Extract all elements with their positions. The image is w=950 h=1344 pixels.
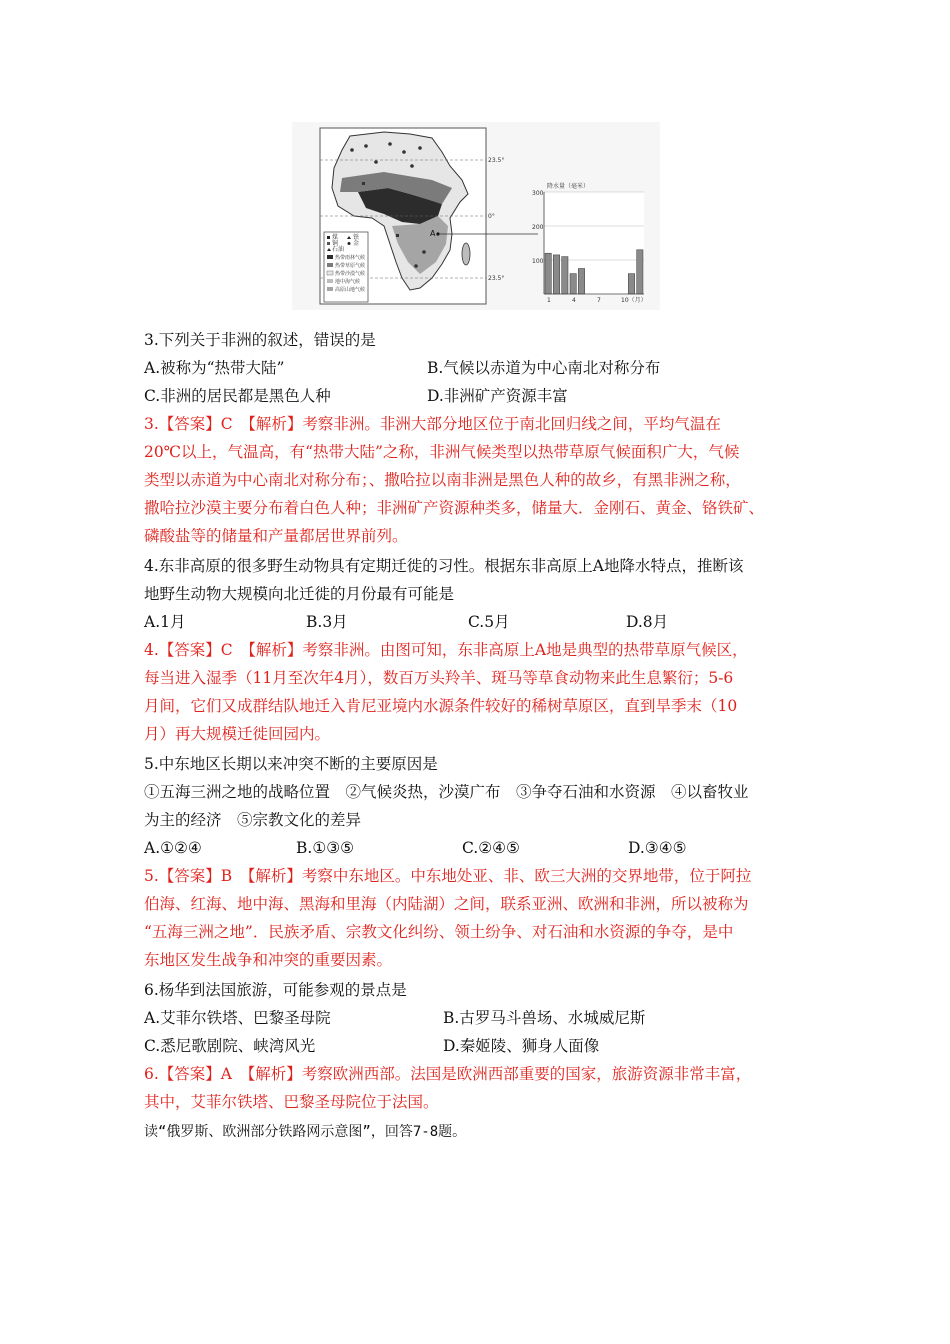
legend-coal-icon bbox=[327, 236, 330, 239]
precip-chart bbox=[532, 182, 647, 304]
q5-option-b: B.①③⑤ bbox=[296, 839, 355, 857]
q6-option-c: C.悉尼歌剧院、峡湾风光 bbox=[144, 1037, 316, 1055]
legend-copper: 铜 bbox=[332, 240, 339, 247]
q4-stem-line-2: 地野生动物大规模向北迁徙的月份最有可能是 bbox=[144, 585, 455, 603]
q3-option-a: A.被称为“热带大陆” bbox=[144, 359, 285, 377]
q3-answer-line-1: 3.【答案】C 【解析】考察非洲。非洲大部分地区位于南北回归线之间，平均气温在 bbox=[144, 415, 721, 433]
q4-answer-line-3: 月间，它们又成群结队地迁入肯尼亚境内水源条件较好的稀树草原区，直到旱季末（10 bbox=[144, 697, 738, 715]
precip-bar-month-1 bbox=[545, 253, 551, 294]
q4-stem-line-1: 4.东非高原的很多野生动物具有定期迁徙的习性。根据东非高原上A地降水特点，推断该 bbox=[144, 557, 744, 575]
precip-bar-month-4 bbox=[570, 274, 576, 294]
q5-option-a: A.①②④ bbox=[144, 839, 202, 857]
legend-zone-1: 热带雨林气候 bbox=[335, 255, 366, 261]
q6-option-b: B.古罗马斗兽场、水城威尼斯 bbox=[443, 1009, 646, 1027]
q6-answer-line-1: 6.【答案】A 【解析】考察欧洲西部。法国是欧洲西部重要的国家，旅游资源非常丰富， bbox=[144, 1065, 752, 1083]
precip-bar-month-5 bbox=[578, 269, 584, 295]
legend-gold-icon bbox=[348, 242, 351, 245]
q5-stem: 5.中东地区长期以来冲突不断的主要原因是 bbox=[144, 755, 438, 773]
legend-gold: 金 bbox=[353, 240, 360, 247]
q4-option-c: C.5月 bbox=[468, 613, 510, 631]
q3-answer-line-5: 磷酸盐等的储量和产量都居世界前列。 bbox=[144, 527, 408, 545]
q6-stem: 6.杨华到法国旅游，可能参观的景点是 bbox=[144, 981, 407, 999]
x-tick-7: 7 bbox=[597, 297, 601, 304]
precip-bar-month-2 bbox=[553, 255, 559, 294]
q5-answer-line-2: 伯海、红海、地中海、黑海和里海（内陆湖）之间，联系亚洲、欧洲和非洲，所以被称为 bbox=[144, 895, 749, 913]
q3-answer-line-3: 类型以赤道为中心南北对称分布；、撒哈拉以南非洲是黑色人种的故乡，有黑非洲之称， bbox=[144, 471, 741, 489]
q3-option-b: B.气候以赤道为中心南北对称分布 bbox=[427, 359, 661, 377]
lat-label-south: 23.5° bbox=[488, 275, 505, 282]
x-tick-1: 1 bbox=[547, 297, 551, 304]
q6-answer-line-2: 其中，艾菲尔铁塔、巴黎圣母院位于法国。 bbox=[144, 1093, 439, 1111]
lat-label-equator: 0° bbox=[488, 213, 495, 220]
y-tick-300: 300 bbox=[532, 190, 544, 197]
madagascar bbox=[462, 243, 470, 265]
q3-answer-line-2: 20℃以上，气温高，有“热带大陆”之称，非洲气候类型以热带草原气候面积广大，气候 bbox=[144, 443, 740, 461]
q7-8-intro: 读“俄罗斯、欧洲部分铁路网示意图”，回答7-8题。 bbox=[144, 1124, 467, 1140]
q3-stem: 3.下列关于非洲的叙述，错误的是 bbox=[144, 331, 376, 349]
legend-coal: 煤 bbox=[332, 234, 339, 241]
legend-zone-3-swatch bbox=[327, 271, 333, 275]
legend-zone-5-swatch bbox=[327, 287, 333, 291]
legend-zone-2: 热带草原气候 bbox=[335, 263, 366, 269]
legend-oil: 石油 bbox=[332, 246, 345, 253]
q5-option-c: C.②④⑤ bbox=[462, 839, 520, 857]
q6-option-d: D.秦姬陵、狮身人面像 bbox=[443, 1037, 600, 1055]
precip-bar-month-3 bbox=[562, 257, 568, 294]
x-tick-10: 10（月） bbox=[621, 297, 647, 304]
q5-option-d: D.③④⑤ bbox=[628, 839, 687, 857]
q3-answer-line-4: 撒哈拉沙漠主要分布着白色人种；非洲矿产资源种类多，储量大．金刚石、黄金、铬铁矿、 bbox=[144, 499, 765, 517]
q4-answer-line-4: 月）再大规模迁徙回园内。 bbox=[144, 725, 331, 743]
legend-zone-3: 热带沙漠气候 bbox=[335, 271, 366, 277]
legend-zone-5: 高原山地气候 bbox=[335, 287, 366, 293]
y-tick-200: 200 bbox=[532, 224, 544, 231]
africa-figure bbox=[292, 122, 660, 310]
q5-answer-line-4: 东地区发生战争和冲突的重要因素。 bbox=[144, 951, 393, 969]
q5-statements-line-2: 为主的经济 ⑤宗教文化的差异 bbox=[144, 811, 362, 829]
q4-answer-line-2: 每当进入湿季（11月至次年4月），数百万头羚羊、斑马等草食动物来此生息繁衍；5-6 bbox=[144, 669, 734, 687]
q4-option-a: A.1月 bbox=[144, 613, 186, 631]
q6-option-a: A.艾菲尔铁塔、巴黎圣母院 bbox=[144, 1009, 331, 1027]
legend-zone-4: 地中海气候 bbox=[335, 279, 361, 285]
y-tick-100: 100 bbox=[532, 258, 544, 265]
q5-statements-line-1: ①五海三洲之地的战略位置 ②气候炎热，沙漠广布 ③争夺石油和水资源 ④以畜牧业 bbox=[144, 783, 749, 801]
q4-option-d: D.8月 bbox=[626, 613, 669, 631]
q3-option-c: C.非洲的居民都是黑色人种 bbox=[144, 387, 331, 405]
legend-zone-4-swatch bbox=[327, 279, 333, 283]
point-a-label: A bbox=[430, 229, 436, 238]
q4-answer-line-1: 4.【答案】C 【解析】考察非洲。由图可知，东非高原上A地是典型的热带草原气候区， bbox=[144, 641, 748, 659]
chart-ylabel: 降水量（毫米） bbox=[547, 183, 590, 190]
q3-option-d: D.非洲矿产资源丰富 bbox=[427, 387, 568, 405]
q4-option-b: B.3月 bbox=[306, 613, 348, 631]
legend-zone-2-swatch bbox=[327, 263, 333, 267]
precip-bar-month-12 bbox=[637, 250, 643, 294]
q5-answer-line-1: 5.【答案】B 【解析】考察中东地区。中东地处亚、非、欧三大洲的交界地带，位于阿拉 bbox=[144, 867, 752, 885]
point-a-marker bbox=[436, 232, 439, 235]
africa-figure-svg bbox=[292, 122, 660, 310]
x-tick-4: 4 bbox=[572, 297, 576, 304]
legend-zone-1-swatch bbox=[327, 255, 333, 259]
legend-copper-icon bbox=[327, 242, 330, 245]
lat-label-north: 23.5° bbox=[488, 157, 505, 164]
legend-iron: 铁 bbox=[353, 234, 360, 241]
precip-bar-month-11 bbox=[628, 274, 634, 294]
q5-answer-line-3: “五海三洲之地”．民族矛盾、宗教文化纠纷、领土纷争、对石油和水资源的争夺，是中 bbox=[144, 923, 734, 941]
